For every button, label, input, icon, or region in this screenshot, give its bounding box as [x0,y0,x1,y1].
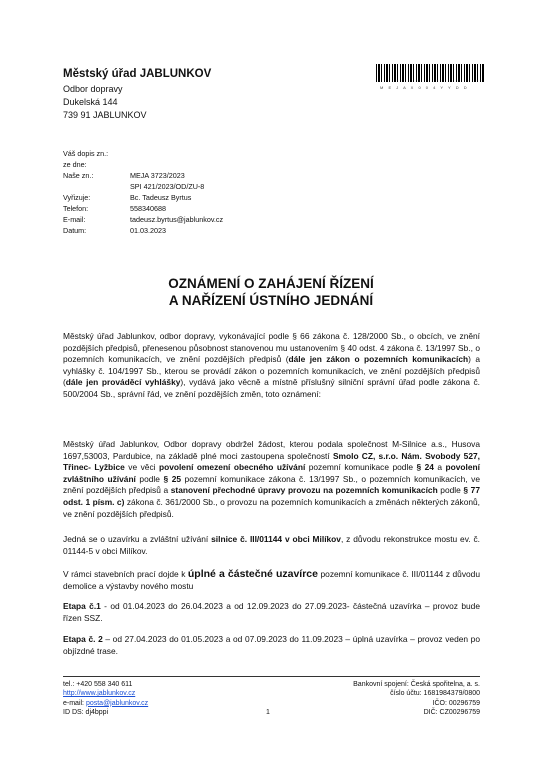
footer-email-link[interactable]: posta@jablunkov.cz [85,699,149,707]
meta-label: Datum: [63,226,87,235]
footer-dic: DIČ: CZ00296759 [423,709,480,717]
barcode-image [376,64,484,82]
meta-value: Bc. Tadeusz Byrtus [130,193,192,202]
meta-label: ze dne: [63,160,87,169]
footer-contacts [63,680,148,718]
paragraph-stage-1: Etapa č.1 - od 01.04.2023 do 26.04.2023 a od 12.09.2023 do 27.09.2023- částečná uzavírka – provoz bude řízen SSZ. [63,601,480,623]
meta-label: Naše zn.: [63,171,94,180]
footer-bank-name: Bankovní spojení: Česká spořitelna, a. s. [353,681,480,688]
footer-email-label: e-mail: [63,699,86,707]
footer-divider [63,676,480,677]
meta-value: 558340688 [130,204,166,213]
document-title-line-2: A NAŘÍZENÍ ÚSTNÍHO JEDNÁNÍ [168,293,374,308]
footer-ds: ID DS: dj4bppi [63,709,109,717]
meta-label: E-mail: [63,215,86,224]
meta-value[interactable]: tadeusz.byrtus@jablunkov.cz [130,215,224,224]
meta-value: SPI 421/2023/OD/ZU-8 [130,182,205,191]
meta-label: Vyřizuje: [63,193,91,202]
meta-label: Telefon: [63,204,89,213]
street: Dukelská 144 [63,97,118,107]
city: 739 91 JABLUNKOV [63,110,147,120]
barcode-number: M E J A X 0 0 4 Y Y D D [380,85,469,90]
footer-ico: IČO: 00296759 [432,699,480,707]
paragraph-intro: Městský úřad Jablunkov, odbor dopravy, vykonávající podle § 66 zákona č. 128/2000 Sb., o obcích, ve znění pozdějších předpisů, přenesenou působnost stanovenou mu ustanovením § 40 odst. 4 zákona č. 13/1997 Sb., o pozemních komunikacích, ve znění pozdějších předpisů (dále jen zákon o pozemních komunikacích) a vyhlášky č. 104/1997 Sb., kterou se provádí zákon o pozemních komunikacích, ve znění pozdějších předpisů (dále jen prováděcí vyhlášky), vydává jako věcně a místně příslušný silniční správní úřad podle zákona č. 500/2004 Sb., správní řád, ve znění pozdějších změn, toto oznámení: [63,331,480,399]
footer-tel: tel.: +420 558 340 611 [63,681,133,688]
page-number: 1 [266,709,270,716]
paragraph-stage-2: Etapa č. 2 – od 27.04.2023 do 01.05.2023 a od 07.09.2023 do 11.09.2023 – úplná uzavírka – provoz veden po objízdné trase. [63,634,480,656]
footer-web-link[interactable]: http://www.jablunkov.cz [63,690,136,698]
footer-account: číslo účtu: 1681984379/0800 [390,690,480,698]
department: Odbor dopravy [63,84,123,94]
office-name: Městský úřad JABLUNKOV [63,68,212,80]
paragraph-request: Městský úřad Jablunkov, Odbor dopravy obdržel žádost, kterou podala společnost M-Silnice a.s., Husova 1697,53003, Pardubice, na základě plné moci zastoupena společností Smolo CZ, s.r.o. Nám. Svobody 527, Třinec- Lyžbice ve věci povolení omezení obecného užívání pozemní komunikace podle § 24 a povolení zvláštního užívání podle § 25 pozemní komunikace zákona č. 13/1997 Sb., o pozemních komunikacích, ve znění pozdějších předpisů a stanovení přechodné úpravy provozu na pozemních komunikacích podle § 77 odst. 1 písm. c) zákona č. 361/2000 Sb., o provozu na pozemních komunikacích a změnách některých zákonů, ve znění pozdějších předpisů. [63,439,481,519]
paragraph-closure: V rámci stavebních prací dojde k úplné a částečné uzavírce pozemní komunikace č. III/01144 z důvodu demolice a výstavby nového mostu [63,568,480,591]
meta-value: 01.03.2023 [130,226,166,235]
footer-bank [300,680,480,718]
meta-value: MEJA 3723/2023 [130,171,185,180]
paragraph-subject: Jedná se o uzavírku a zvláštní užívání silnice č. III/01144 v obci Milíkov, z důvodu rekonstrukce mostu ev. č. 01144-5 v obci Milíkov. [63,534,480,556]
meta-label: Váš dopis zn.: [63,149,109,158]
document-title-line-1: OZNÁMENÍ O ZAHÁJENÍ ŘÍZENÍ [168,276,374,291]
